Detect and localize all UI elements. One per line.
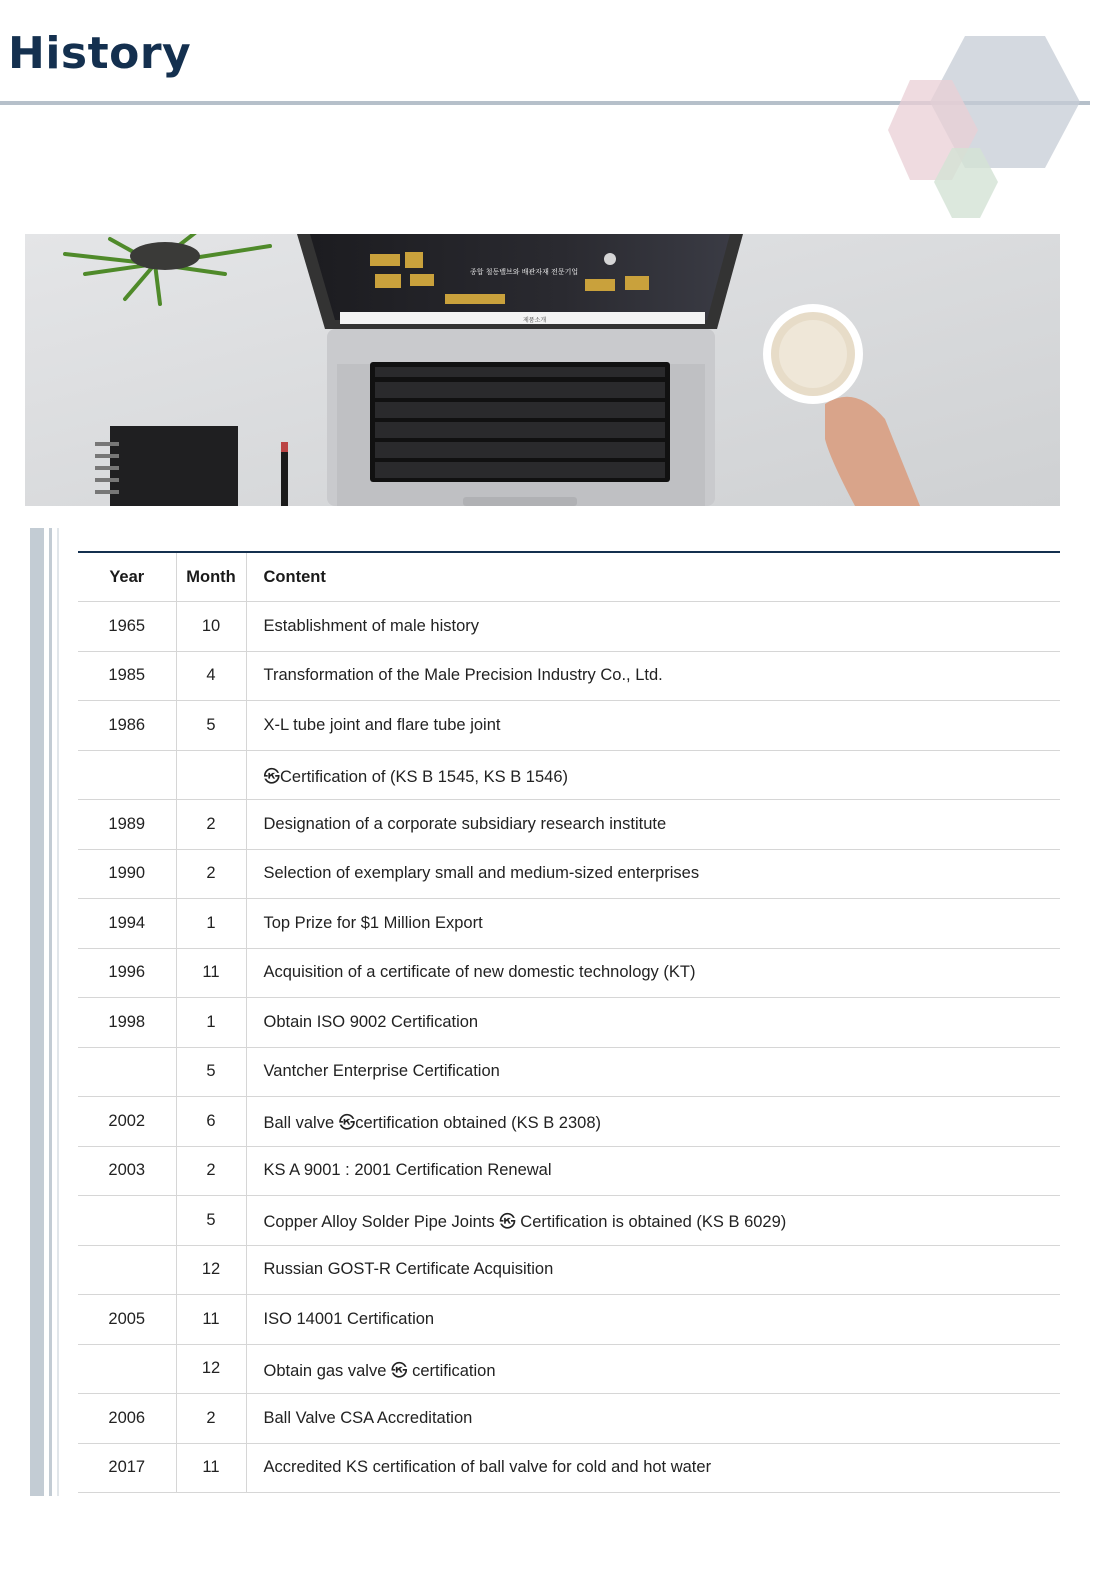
cell-content: ISO 14001 Certification xyxy=(246,1295,1060,1345)
cell-content: Designation of a corporate subsidiary research institute xyxy=(246,800,1060,850)
cell-year: 1965 xyxy=(78,602,176,652)
cell-month: 1 xyxy=(176,899,246,949)
cell-year: 1998 xyxy=(78,998,176,1048)
table-row xyxy=(78,651,1060,701)
table-row xyxy=(78,701,1060,751)
cell-month: 11 xyxy=(176,1295,246,1345)
cell-month: 2 xyxy=(176,849,246,899)
cell-year xyxy=(78,1196,176,1246)
cell-content: Acquisition of a certificate of new domestic technology (KT) xyxy=(246,948,1060,998)
cell-content: Establishment of male history xyxy=(246,602,1060,652)
header-year: Year xyxy=(78,552,176,602)
cell-content: Accredited KS certification of ball valve for cold and hot water xyxy=(246,1443,1060,1493)
cell-year: 1990 xyxy=(78,849,176,899)
table-header-row xyxy=(78,552,1060,602)
notebook-icon xyxy=(110,426,238,506)
history-table xyxy=(78,551,1060,1493)
cell-month: 1 xyxy=(176,998,246,1048)
table-row xyxy=(78,602,1060,652)
screen-headline-text: 종합 철동밸브와 배관자재 전문기업 xyxy=(470,268,579,276)
table-row xyxy=(78,849,1060,899)
table-row xyxy=(78,1097,1060,1147)
cell-month: 12 xyxy=(176,1344,246,1394)
cell-content: Obtain gas valve ㉿ certification xyxy=(246,1344,1060,1394)
side-accent-line-light xyxy=(57,528,59,1496)
cell-content: KS A 9001 : 2001 Certification Renewal xyxy=(246,1146,1060,1196)
table-row xyxy=(78,1443,1060,1493)
cell-month: 10 xyxy=(176,602,246,652)
table-row xyxy=(78,1196,1060,1246)
hexagon-decoration xyxy=(880,30,1090,230)
cell-year xyxy=(78,1344,176,1394)
cell-content: ㉿Certification of (KS B 1545, KS B 1546) xyxy=(246,750,1060,800)
header-month: Month xyxy=(176,552,246,602)
cell-year: 2003 xyxy=(78,1146,176,1196)
cell-month: 2 xyxy=(176,1394,246,1444)
table-row xyxy=(78,1344,1060,1394)
page-title: History xyxy=(8,28,192,79)
hero-image xyxy=(25,234,1060,506)
cell-month: 4 xyxy=(176,651,246,701)
table-row xyxy=(78,948,1060,998)
table-row xyxy=(78,750,1060,800)
cell-year xyxy=(78,750,176,800)
side-accent-bar xyxy=(30,528,44,1496)
table-row xyxy=(78,998,1060,1048)
cell-content: Transformation of the Male Precision Industry Co., Ltd. xyxy=(246,651,1060,701)
header-content: Content xyxy=(246,552,1060,602)
cell-month: 11 xyxy=(176,1443,246,1493)
cell-month: 2 xyxy=(176,800,246,850)
cell-year: 1989 xyxy=(78,800,176,850)
cell-month: 12 xyxy=(176,1245,246,1295)
cell-month: 6 xyxy=(176,1097,246,1147)
screen-footer-text: 제품소개 xyxy=(523,317,547,324)
cell-content: Ball valve ㉿certification obtained (KS B 2308) xyxy=(246,1097,1060,1147)
cell-content: Copper Alloy Solder Pipe Joints ㉿ Certification is obtained (KS B 6029) xyxy=(246,1196,1060,1246)
cell-year: 1986 xyxy=(78,701,176,751)
side-accent-line xyxy=(49,528,52,1496)
table-row xyxy=(78,1146,1060,1196)
cell-month xyxy=(176,750,246,800)
cell-year xyxy=(78,1245,176,1295)
table-row xyxy=(78,1394,1060,1444)
cell-year: 1994 xyxy=(78,899,176,949)
cell-month: 5 xyxy=(176,1196,246,1246)
cell-year: 2005 xyxy=(78,1295,176,1345)
cell-content: Russian GOST-R Certificate Acquisition xyxy=(246,1245,1060,1295)
cell-month: 2 xyxy=(176,1146,246,1196)
cell-year: 1996 xyxy=(78,948,176,998)
cell-content: Selection of exemplary small and medium-sized enterprises xyxy=(246,849,1060,899)
cell-month: 5 xyxy=(176,701,246,751)
cell-year: 2006 xyxy=(78,1394,176,1444)
cell-month: 11 xyxy=(176,948,246,998)
table-row xyxy=(78,1245,1060,1295)
table-row xyxy=(78,1295,1060,1345)
cell-content: Obtain ISO 9002 Certification xyxy=(246,998,1060,1048)
table-row xyxy=(78,800,1060,850)
cell-year xyxy=(78,1047,176,1097)
cell-month: 5 xyxy=(176,1047,246,1097)
cell-content: Vantcher Enterprise Certification xyxy=(246,1047,1060,1097)
cell-content: Ball Valve CSA Accreditation xyxy=(246,1394,1060,1444)
table-row xyxy=(78,1047,1060,1097)
cell-year: 1985 xyxy=(78,651,176,701)
cell-year: 2002 xyxy=(78,1097,176,1147)
table-row xyxy=(78,899,1060,949)
cell-year: 2017 xyxy=(78,1443,176,1493)
cell-content: X-L tube joint and flare tube joint xyxy=(246,701,1060,751)
cell-content: Top Prize for $1 Million Export xyxy=(246,899,1060,949)
